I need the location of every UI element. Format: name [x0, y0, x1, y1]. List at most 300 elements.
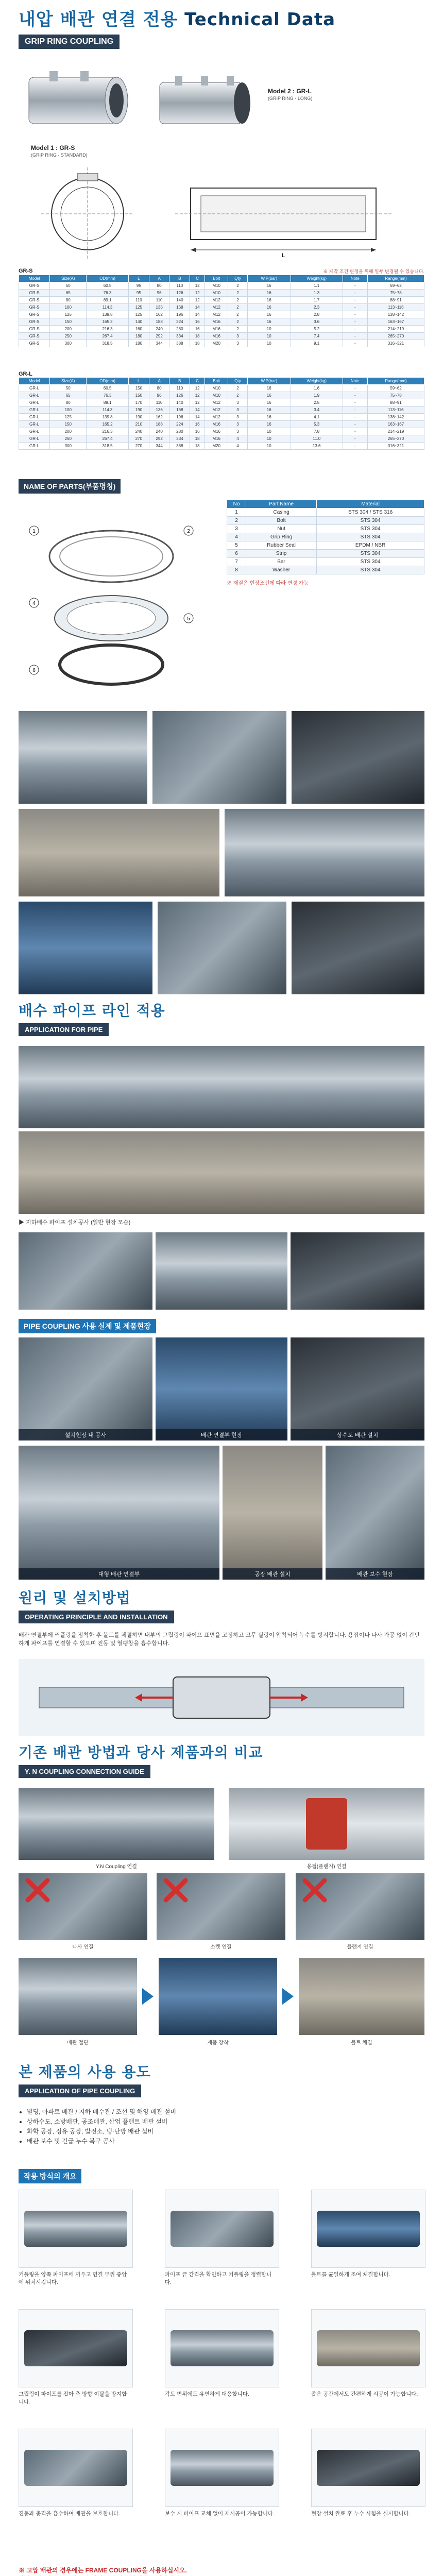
compare-label-1: Y.N Coupling 연결 — [96, 1864, 137, 1870]
gr-s-cell: 180 — [129, 333, 149, 340]
gr-l-row — [19, 414, 424, 421]
gr-s-cell: - — [343, 318, 367, 326]
svg-text:5: 5 — [187, 616, 190, 622]
gr-l-cell: 3 — [228, 421, 248, 428]
gr-l-cell: 60.5 — [87, 385, 129, 392]
gr-s-cell: - — [343, 340, 367, 347]
gr-l-cell: 270 — [129, 443, 149, 450]
compare-label-4: 소켓 연결 — [210, 1944, 232, 1950]
usage-photo-5: 공장 배관 설치 — [223, 1446, 322, 1580]
usage-bar: APPLICATION OF PIPE COUPLING — [19, 2084, 141, 2097]
photo-pipe-row-1 — [19, 1046, 424, 1128]
gr-l-cell: GR-L — [19, 399, 50, 406]
gr-s-cell: 12 — [190, 290, 205, 297]
photo-8 — [292, 902, 424, 994]
gr-l-header: Note — [343, 378, 367, 385]
parts-table-wrap — [227, 500, 424, 586]
parts-cell: 8 — [227, 566, 246, 574]
model1-image — [19, 57, 142, 144]
gr-s-cell: GR-S — [19, 297, 50, 304]
gr-s-cell: 16 — [247, 318, 291, 326]
gr-l-cell: 210 — [129, 421, 149, 428]
parts-cell: 3 — [227, 525, 246, 533]
coupling-usage-section — [0, 1319, 443, 1587]
gr-l-label: GR-L — [19, 371, 32, 377]
gr-l-cell: 170 — [129, 399, 149, 406]
gr-s-cell: 14 — [190, 311, 205, 318]
gr-l-cell: 3.4 — [291, 406, 343, 414]
gr-l-cell: 75~78 — [367, 392, 424, 399]
gr-l-header: Range(mm) — [367, 378, 424, 385]
compare-label-3: 나사 연결 — [72, 1944, 94, 1950]
gr-s-cell: 88~91 — [367, 297, 424, 304]
photo-3 — [292, 711, 424, 804]
svg-text:6: 6 — [32, 668, 36, 673]
principle-section — [0, 1587, 443, 1741]
gr-l-cell: M20 — [205, 443, 228, 450]
warning-line-1: ※ 고압 배관의 경우에는 FRAME COUPLING을 사용하십시오. — [19, 2567, 187, 2574]
parts-row — [227, 525, 424, 533]
flow-photo-2 — [159, 1958, 277, 2035]
parts-cell: Casing — [246, 509, 316, 517]
parts-cell: Bolt — [246, 517, 316, 525]
gr-l-cell: 89.1 — [87, 399, 129, 406]
gr-s-cell: 200 — [50, 326, 87, 333]
photo-6 — [19, 902, 152, 994]
gr-s-cell: 100 — [50, 304, 87, 311]
gr-l-cell: 3 — [228, 406, 248, 414]
gr-l-cell: M12 — [205, 414, 228, 421]
usage-item: • 상하수도, 소방배관, 공조배관, 산업 플랜트 배관 설비 — [27, 2117, 433, 2127]
photo-pipe-row-2 — [19, 1131, 424, 1214]
gr-l-cell: 1.9 — [291, 392, 343, 399]
gr-s-cell: 2 — [228, 297, 248, 304]
gr-l-cell: 280 — [169, 428, 190, 435]
gr-l-cell: 140 — [169, 399, 190, 406]
gr-l-cell: M16 — [205, 435, 228, 443]
gr-s-cell: 196 — [169, 311, 190, 318]
parts-cell: Washer — [246, 566, 316, 574]
gr-l-cell: 16 — [247, 421, 291, 428]
gr-l-cell: 50 — [50, 385, 87, 392]
parts-cell: Bar — [246, 558, 316, 566]
gr-s-cell: 188 — [149, 318, 169, 326]
usage-photo-4: 대형 배관 연결부 — [19, 1446, 219, 1580]
gr-s-cell: 125 — [129, 304, 149, 311]
gr-l-cell: 4.1 — [291, 414, 343, 421]
gr-l-cell: - — [343, 392, 367, 399]
gr-s-cell: 10 — [247, 333, 291, 340]
model2-sub: (GRIP RING - LONG) — [268, 96, 313, 101]
parts-row — [227, 550, 424, 558]
photo-collage-1 — [0, 711, 443, 999]
gr-s-cell: 334 — [169, 333, 190, 340]
parts-row — [227, 558, 424, 566]
gr-s-cell: M12 — [205, 311, 228, 318]
step-illustration — [311, 2429, 425, 2507]
principle-text: 배관 연결부에 커플링을 장착한 후 볼트를 체결하면 내부의 그립링이 파이프 표면을 고정하고 고무 실링이 압착되어 누수를 방지합니다. 용접이나 나사 가공 없이 간단하게 파이프를 연결할 수 있으며 진동 및 열팽창을 흡수합니다. — [19, 1632, 420, 1647]
gr-l-cell: 16 — [247, 406, 291, 414]
model1-name: Model 1 : GR-S — [31, 144, 75, 151]
gr-l-cell: 113~116 — [367, 406, 424, 414]
step-text: 커플링을 양쪽 파이프에 끼우고 연결 부위 중앙에 위치시킵니다. — [19, 2272, 127, 2285]
parts-cell: Rubber Seal — [246, 541, 316, 550]
gr-s-cell: 12 — [190, 297, 205, 304]
gr-l-cell: 224 — [169, 421, 190, 428]
step-illustration — [19, 2309, 133, 2387]
gr-s-cell: 110 — [169, 282, 190, 290]
parts-table — [227, 500, 424, 574]
gr-l-cell: 163~167 — [367, 421, 424, 428]
gr-l-cell: 139.8 — [87, 414, 129, 421]
gr-l-cell: - — [343, 428, 367, 435]
gr-s-cell: 126 — [169, 290, 190, 297]
application-caption: ▶ 지하배수 파이프 설치공사 (일반 현장 모습) — [19, 1219, 131, 1226]
gr-l-section — [0, 371, 443, 479]
gr-l-cell: 214~219 — [367, 428, 424, 435]
parts-cell: 4 — [227, 533, 246, 541]
gr-s-cell: M16 — [205, 326, 228, 333]
gr-l-cell: 196 — [169, 414, 190, 421]
gr-s-cell: 65 — [50, 290, 87, 297]
gr-l-cell: 168 — [169, 406, 190, 414]
compare-label-5: 플랜지 연결 — [347, 1944, 373, 1950]
parts-cell: Nut — [246, 525, 316, 533]
flow-photo-1 — [19, 1958, 137, 2035]
gr-s-cell: 76.3 — [87, 290, 129, 297]
gr-l-cell: 110 — [149, 399, 169, 406]
photo-1 — [19, 711, 147, 804]
gr-l-cell: 14 — [190, 406, 205, 414]
gr-s-cell: 60.5 — [87, 282, 129, 290]
gr-s-cell: GR-S — [19, 326, 50, 333]
gr-l-cell: 3 — [228, 399, 248, 406]
parts-cell: 5 — [227, 541, 246, 550]
gr-s-header: OD(mm) — [87, 275, 129, 282]
gr-l-cell: 318.5 — [87, 443, 129, 450]
gr-l-cell: 110 — [169, 385, 190, 392]
flow-label-1: 배관 절단 — [67, 2040, 89, 2046]
gr-s-cell: GR-S — [19, 333, 50, 340]
gr-s-cell: - — [343, 311, 367, 318]
gr-s-header: L — [129, 275, 149, 282]
exploded-parts-drawing — [19, 500, 204, 696]
gr-s-cell: 162 — [149, 311, 169, 318]
gr-l-cell: 5.3 — [291, 421, 343, 428]
gr-l-cell: - — [343, 414, 367, 421]
gr-l-cell: 4 — [228, 435, 248, 443]
gr-l-cell: 270 — [129, 435, 149, 443]
gr-l-header: Bolt — [205, 378, 228, 385]
photo-7 — [158, 902, 286, 994]
gr-s-cell: 138~142 — [367, 311, 424, 318]
gr-l-cell: 3 — [228, 428, 248, 435]
gr-s-header: Qty — [228, 275, 248, 282]
step-text: 좁은 공간에서도 간편하게 시공이 가능합니다. — [311, 2391, 418, 2397]
gr-s-cell: 113~116 — [367, 304, 424, 311]
gr-s-cell: 216.3 — [87, 326, 129, 333]
parts-cell: STS 304 / STS 316 — [317, 509, 424, 517]
gr-s-header: Model — [19, 275, 50, 282]
parts-bar: NAME OF PARTS(부품명칭) — [19, 479, 121, 494]
photo-5 — [225, 809, 424, 896]
step-illustration — [165, 2429, 279, 2507]
gr-s-cell: GR-S — [19, 311, 50, 318]
gr-l-cell: GR-L — [19, 421, 50, 428]
parts-header: Part Name — [246, 500, 316, 509]
gr-l-cell: 125 — [50, 414, 87, 421]
gr-s-cell: 165.2 — [87, 318, 129, 326]
gr-s-cell: - — [343, 333, 367, 340]
parts-row — [227, 566, 424, 574]
parts-section — [0, 479, 443, 711]
gr-s-cell: 163~167 — [367, 318, 424, 326]
gr-l-cell: - — [343, 406, 367, 414]
gr-l-cell: GR-L — [19, 414, 50, 421]
gr-l-cell: M16 — [205, 428, 228, 435]
gr-s-cell: 140 — [129, 318, 149, 326]
gr-l-cell: GR-L — [19, 435, 50, 443]
arrow-right-icon — [280, 1986, 296, 2007]
principle-bar: OPERATING PRINCIPLE AND INSTALLATION — [19, 1611, 174, 1623]
gr-s-header: Note — [343, 275, 367, 282]
gr-s-cell: 59~62 — [367, 282, 424, 290]
gr-s-cell: M16 — [205, 318, 228, 326]
gr-s-cell: 2 — [228, 311, 248, 318]
gr-l-cell: 13.6 — [291, 443, 343, 450]
gr-s-row — [19, 340, 424, 347]
gr-s-cell: 316~321 — [367, 340, 424, 347]
parts-row — [227, 541, 424, 550]
gr-l-cell: 18 — [190, 435, 205, 443]
gr-l-cell: 316~321 — [367, 443, 424, 450]
gr-s-cell: 2 — [228, 304, 248, 311]
gr-l-header: A — [149, 378, 169, 385]
gr-l-cell: GR-L — [19, 392, 50, 399]
parts-row — [227, 517, 424, 525]
gr-s-cell: - — [343, 290, 367, 297]
gr-l-cell: 250 — [50, 435, 87, 443]
gr-l-cell: 190 — [129, 414, 149, 421]
parts-cell: Strip — [246, 550, 316, 558]
gr-s-cell: 2 — [228, 326, 248, 333]
gr-s-cell: 125 — [129, 311, 149, 318]
gr-l-cell: 344 — [149, 443, 169, 450]
gr-s-cell: 95 — [129, 290, 149, 297]
gr-l-row — [19, 399, 424, 406]
gr-l-cell: 16 — [247, 392, 291, 399]
usage-item: • 화학 공장, 정유 공장, 발전소, 냉·난방 배관 설비 — [27, 2127, 433, 2137]
gr-s-cell: 89.1 — [87, 297, 129, 304]
gr-s-header: A — [149, 275, 169, 282]
gr-l-cell: - — [343, 421, 367, 428]
gr-s-cell: 160 — [129, 326, 149, 333]
gr-l-cell: 12 — [190, 385, 205, 392]
gr-l-cell: M12 — [205, 406, 228, 414]
gr-l-cell: 216.3 — [87, 428, 129, 435]
gr-s-row — [19, 290, 424, 297]
application-title: 배수 파이프 라인 적용 — [19, 1002, 165, 1019]
gr-l-row — [19, 443, 424, 450]
gr-s-row — [19, 282, 424, 290]
gr-s-cell: GR-S — [19, 290, 50, 297]
gr-s-cell: 267.4 — [87, 333, 129, 340]
gr-s-cell: 50 — [50, 282, 87, 290]
gr-s-cell: 16 — [247, 311, 291, 318]
gr-l-cell: 16 — [247, 385, 291, 392]
header — [0, 0, 443, 57]
gr-l-row — [19, 421, 424, 428]
gr-s-cell: 139.8 — [87, 311, 129, 318]
step-text: 현장 설치 완료 후 누수 시험을 실시합니다. — [311, 2511, 411, 2517]
x-mark-icon — [301, 1876, 329, 1904]
gr-l-cell: 3 — [228, 414, 248, 421]
gr-s-cell: 1.7 — [291, 297, 343, 304]
gr-s-cell: 2 — [228, 290, 248, 297]
gr-s-cell: 16 — [190, 326, 205, 333]
gr-l-cell: M10 — [205, 392, 228, 399]
gr-l-header: Model — [19, 378, 50, 385]
gr-l-cell: M12 — [205, 399, 228, 406]
title-kr: 내압 배관 연결 전용 — [19, 9, 178, 30]
technical-drawing — [21, 167, 422, 260]
gr-l-header: L — [129, 378, 149, 385]
compare-bar: Y. N COUPLING CONNECTION GUIDE — [19, 1765, 150, 1778]
gr-l-header: C — [190, 378, 205, 385]
principle-diagram — [19, 1659, 424, 1736]
gr-l-cell: M16 — [205, 421, 228, 428]
usage-section — [0, 2061, 443, 2169]
gr-s-row — [19, 326, 424, 333]
gr-l-cell: 12 — [190, 399, 205, 406]
gr-l-cell: 267.4 — [87, 435, 129, 443]
gr-s-header: Range(mm) — [367, 275, 424, 282]
gr-s-header: B — [169, 275, 190, 282]
gr-l-cell: 162 — [149, 414, 169, 421]
gr-l-row — [19, 406, 424, 414]
gr-l-cell: 11.0 — [291, 435, 343, 443]
usage-item: • 빌딩, 아파트 배관 / 지하 배수관 / 조선 및 해양 배관 설비 — [27, 2107, 433, 2117]
application-bar: APPLICATION FOR PIPE — [19, 1023, 109, 1036]
gr-s-label: GR-S — [19, 268, 33, 274]
parts-cell: 2 — [227, 517, 246, 525]
gr-s-cell: 10 — [247, 326, 291, 333]
gr-l-cell: 200 — [50, 428, 87, 435]
gr-s-cell: 80 — [149, 282, 169, 290]
gr-l-cell: 188 — [149, 421, 169, 428]
gr-l-cell: - — [343, 385, 367, 392]
step-text: 진동과 충격을 흡수하여 배관을 보호합니다. — [19, 2511, 121, 2517]
gr-l-cell: 2 — [228, 385, 248, 392]
gr-l-cell: 4 — [228, 443, 248, 450]
gr-s-cell: 240 — [149, 326, 169, 333]
warning-section — [0, 2566, 443, 2576]
gr-s-cell: 16 — [190, 318, 205, 326]
gr-s-cell: 388 — [169, 340, 190, 347]
gr-l-cell: 16 — [190, 428, 205, 435]
gr-s-cell: 95 — [129, 282, 149, 290]
gr-s-cell: 110 — [129, 297, 149, 304]
parts-note: ※ 재질은 현장조건에 따라 변경 가능 — [227, 581, 309, 586]
compare-label-2: 용접(플랜지) 연결 — [306, 1864, 347, 1870]
gr-s-cell: 114.3 — [87, 304, 129, 311]
gr-s-header: C — [190, 275, 205, 282]
gr-s-header: Bolt — [205, 275, 228, 282]
gr-s-cell: 96 — [149, 290, 169, 297]
flow-label-2: 제품 장착 — [207, 2040, 229, 2046]
gr-s-cell: GR-S — [19, 304, 50, 311]
gr-l-cell: 165.2 — [87, 421, 129, 428]
gr-s-row — [19, 318, 424, 326]
gr-l-header: Qty — [228, 378, 248, 385]
usage-photo-6: 배관 보수 현장 — [326, 1446, 424, 1580]
gr-s-cell: 125 — [50, 311, 87, 318]
gr-s-cell: 18 — [190, 340, 205, 347]
gr-s-cell: 3 — [228, 340, 248, 347]
flow-photo-3 — [299, 1958, 424, 2035]
gr-l-header: W.P(bar) — [247, 378, 291, 385]
gr-s-cell: M12 — [205, 304, 228, 311]
gr-s-header: W.P(bar) — [247, 275, 291, 282]
step-text: 그립링이 파이프를 잡아 축 방향 이탈을 방지합니다. — [19, 2391, 127, 2405]
gr-l-cell: 114.3 — [87, 406, 129, 414]
gr-s-cell: 10 — [247, 340, 291, 347]
gr-s-cell: 14 — [190, 304, 205, 311]
gr-l-cell: 80 — [50, 399, 87, 406]
usage-title: 본 제품의 사용 용도 — [19, 2063, 151, 2080]
step-text: 파이프 끝 간격을 확인하고 커플링을 정렬합니다. — [165, 2272, 272, 2285]
parts-cell: STS 304 — [317, 558, 424, 566]
gr-l-cell: 7.8 — [291, 428, 343, 435]
gr-s-section — [0, 268, 443, 371]
gr-l-cell: 150 — [50, 421, 87, 428]
parts-cell: STS 304 — [317, 517, 424, 525]
steps-bar: 작용 방식의 개요 — [19, 2169, 81, 2183]
gr-l-table — [19, 377, 424, 450]
gr-s-cell: GR-S — [19, 340, 50, 347]
gr-s-cell: - — [343, 297, 367, 304]
gr-s-row — [19, 304, 424, 311]
usage-photo-3: 상수도 배관 설치 — [291, 1337, 424, 1440]
usage-photo-1: 설치현장 내 공사 — [19, 1337, 152, 1440]
step-illustration — [165, 2190, 279, 2268]
gr-l-cell: 16 — [190, 421, 205, 428]
gr-l-cell: - — [343, 443, 367, 450]
photo-2 — [152, 711, 286, 804]
gr-s-cell: M10 — [205, 282, 228, 290]
gr-s-cell: - — [343, 326, 367, 333]
gr-s-row — [19, 297, 424, 304]
coupling-usage-bar: PIPE COUPLING 사용 실제 및 제품현장 — [19, 1319, 156, 1333]
gr-l-row — [19, 392, 424, 399]
gr-l-cell: - — [343, 399, 367, 406]
gr-s-cell: 110 — [149, 297, 169, 304]
grip-ring-badge: GRIP RING COUPLING — [19, 35, 120, 49]
gr-l-cell: 76.3 — [87, 392, 129, 399]
gr-l-cell: 334 — [169, 435, 190, 443]
gr-s-header: Size(A) — [50, 275, 87, 282]
parts-cell: STS 304 — [317, 566, 424, 574]
svg-text:4: 4 — [32, 601, 36, 606]
gr-s-cell: 5.2 — [291, 326, 343, 333]
gr-l-cell: GR-L — [19, 385, 50, 392]
gr-s-cell: 3 — [228, 333, 248, 340]
parts-cell: STS 304 — [317, 550, 424, 558]
gr-s-cell: M12 — [205, 297, 228, 304]
step-illustration — [165, 2309, 279, 2387]
gr-s-cell: - — [343, 282, 367, 290]
steps-grid — [19, 2190, 424, 2550]
